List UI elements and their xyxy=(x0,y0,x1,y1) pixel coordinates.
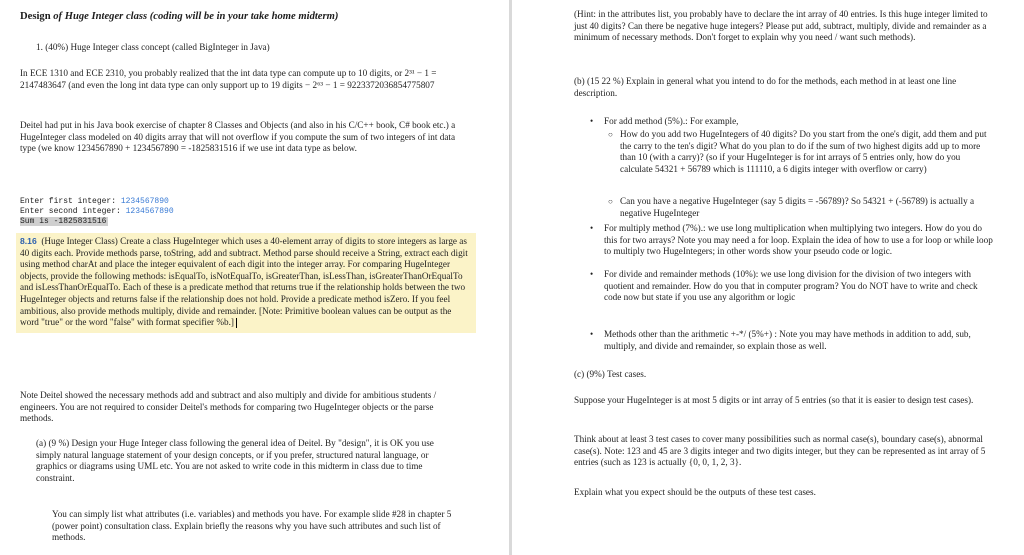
bullet-other-methods: • Methods other than the arithmetic +-*/ (5%+) : Note you may have methods in addition to add, sub, multiply, and divide and remainder, so explain those as well. xyxy=(590,329,971,351)
text-cursor xyxy=(236,318,237,328)
bullet-icon: • xyxy=(590,269,594,279)
bullet-multiply: • For multiply method (7%).: we use long multiplication when multiplying two integers. How do you do this for two arrays? Note you may need a for loop. Explain the idea of how to use a for loop or while loop to multiply two HugeIntegers; in other words show your pseudo code or logic. xyxy=(590,223,993,257)
expected-outputs-paragraph: Explain what you expect should be the outputs of these test cases. xyxy=(574,487,816,497)
bullet-add: • For add method (5%).: For example, xyxy=(590,116,739,126)
bullet-icon: • xyxy=(590,223,594,233)
console-line-1: Enter first integer: 1234567890 xyxy=(20,197,169,206)
part-c-heading: (c) (9%) Test cases. xyxy=(574,369,647,379)
exercise-number: 8.16 xyxy=(20,236,37,246)
attributes-paragraph: You can simply list what attributes (i.e. variables) and methods you have. For example slide #28 in chapter 5 (power point) consultation class. Explain briefly the reasons why you have such attributes and such list of methods. xyxy=(52,509,452,543)
title-main: Design xyxy=(20,11,51,22)
intro-paragraph: In ECE 1310 and ECE 2310, you probably realized that the int data type can compute up to 10 digits, or 2³¹ − 1 = 2147483647 (and even the long int data type can only support up to 19 digits − 2⁶³ − 1 = 9223372036854775807 xyxy=(20,68,437,90)
bullet-icon: • xyxy=(590,116,594,126)
deitel-paragraph: Deitel had put in his Java book exercise of chapter 8 Classes and Objects (and also in his C/C++ book, C# book etc.) a HugeInteger class modeled on 40 digits array that will not overflow if you compute the sum of two integers of int data type (we know 1234567890 + 1234567890 = -1825831516 if we use int data type as below. xyxy=(20,120,456,154)
document-title xyxy=(20,10,490,23)
console-output xyxy=(20,197,220,227)
exercise-8-16 xyxy=(16,233,476,333)
exercise-text: (Huge Integer Class) Create a class HugeInteger which uses a 40-element array of digits to store integers as large as 40 digits each. Provide methods parse, toString, add and subtract. Method parse should receive a String, extract each digit using method charAt and place the integer equivalent of each digit into the integer array. For comparing HugeInteger objects, provide the following methods: isEqualTo, isNotEqualTo, isGreaterThan, isLessThan, isGreaterThanOrEqualTo and isLessThanOrEqualTo. Each of these is a predicate method that returns true if the relationship holds between the two HugeInteger objects and returns false if the relationship does not hold. Provide a predicate method isZero. If you feel ambitious, also provide methods multiply, divide and remainder. [Note: Primitive boolean values can be output as the word "true" or the word "false" with format specifier %b.] xyxy=(20,236,468,328)
console-line-3: Sum is -1825831516 xyxy=(20,217,107,226)
bullet-icon: • xyxy=(590,329,594,339)
left-page xyxy=(0,0,509,555)
hint-paragraph: (Hint: in the attributes list, you probably have to declare the int array of 40 entries. Is this huge integer limited to just 40 digits? Can there be negative huge integers? Please put add, subtract, multiply, divide and remainder as a minimum of necessary methods. Don't forget to explain why you need / want such methods). xyxy=(574,9,988,43)
part-b-paragraph: (b) (15 22 %) Explain in general what you intend to do for the methods, each method in at least one line description. xyxy=(574,76,957,98)
right-page xyxy=(512,0,1024,555)
bullet-divide: • For divide and remainder methods (10%): we use long division for the division of two integers with quotient and remainder. How do you that in computer program? You do NOT have to write and check code now but state if you use any algorithm or logic xyxy=(590,269,978,303)
test-cases-paragraph: Think about at least 3 test cases to cover many possibilities such as normal case(s), boundary case(s), abnormal case(s). Note: 123 and 45 are 3 digits integer and two digits integer, but they can be represented as int array of 5 entries (such as 123 is actually {0, 0, 1, 2, 3}. xyxy=(574,434,986,468)
console-line-2: Enter second integer: 1234567890 xyxy=(20,207,174,216)
suppose-paragraph: Suppose your HugeInteger is at most 5 digits or int array of 5 entries (so that it is easier to design test cases). xyxy=(574,395,974,405)
part-a-paragraph: (a) (9 %) Design your Huge Integer class following the general idea of Deitel. By "design", it is OK you use simply natural language statement of your design concepts, or if you prefer, structured natural language, or graphics or diagrams using UML etc. You are not asked to write code in this midterm in class due to time constraint. xyxy=(36,438,434,483)
add-sub-item-1: ○ How do you add two HugeIntegers of 40 digits? Do you start from the one's digit, add them and put the carry to the ten's digit? What do you plan to do if the sum of two highest digits add up to more than 10 (with a carry)? (so if your HugeInteger is for int arrays of 5 entries only, how do you calculate 54321 + 56789 which is 111110, a 6 digits integer with overflow or carry) xyxy=(608,129,987,174)
sub-bullet-icon: ○ xyxy=(608,130,613,139)
title-rest: of Huge Integer class (coding will be in your take home midterm) xyxy=(50,11,339,22)
note-paragraph: Note Deitel showed the necessary methods add and subtract and also multiply and divide for ambitious students / engineers. You are not required to consider Deitel's methods for comparing two HugeInteger objects or the parse methods. xyxy=(20,390,437,424)
sub-bullet-icon: ○ xyxy=(608,197,613,206)
add-sub-item-2: ○ Can you have a negative HugeInteger (say 5 digits = -56789)? So 54321 + (-56789) is actually a negative HugeInteger xyxy=(608,196,975,218)
question-1-heading: 1. (40%) Huge Integer class concept (called BigInteger in Java) xyxy=(36,42,270,52)
